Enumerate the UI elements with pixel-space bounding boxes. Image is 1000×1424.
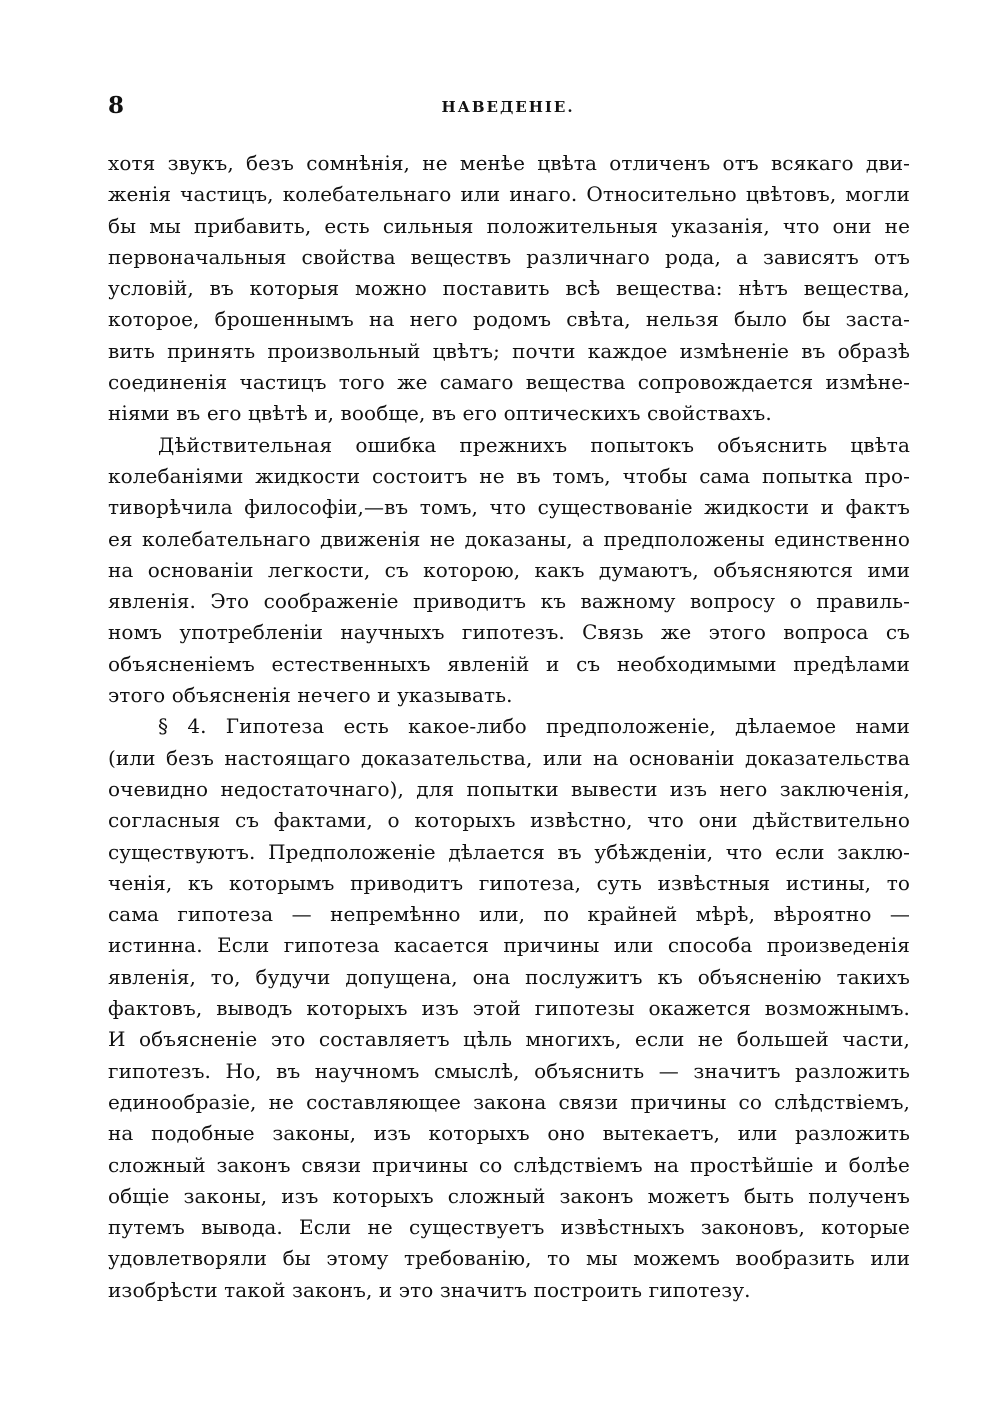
text-line: И объясненіе это составляетъ цѣль многихъ, если не большей части, <box>108 1027 910 1052</box>
text-line: гипотезъ. Но, въ научномъ смыслѣ, объяснить — значитъ разложить <box>108 1058 910 1083</box>
text-line: удовлетворяли бы этому требованію, то мы можемъ вообразить или <box>108 1246 910 1271</box>
text-line: ея колебательнаго движенія не доказаны, а предположены единственно <box>108 526 910 551</box>
text-line: путемъ вывода. Если не существуетъ извѣстныхъ законовъ, которые <box>108 1215 910 1240</box>
text-line: хотя звукъ, безъ сомнѣнія, не менѣе цвѣта отличенъ отъ всякаго дви- <box>108 151 910 175</box>
text-line: первоначальныя свойства веществъ различнаго рода, а зависятъ отъ <box>108 244 910 269</box>
text-line: вить принять произвольный цвѣтъ; почти каждое измѣненіе въ образѣ <box>108 338 910 363</box>
paragraph <box>108 148 910 430</box>
text-line: Дѣйствительная ошибка прежнихъ попытокъ объяснить цвѣта <box>158 432 910 457</box>
text-line: соединенія частицъ того же самаго вещества сопровождается измѣне- <box>108 370 910 395</box>
running-head <box>108 92 908 122</box>
text-line: единообразіе, не составляющее закона связи причины со слѣдствіемъ, <box>108 1089 910 1114</box>
page-number: 8 <box>108 92 126 119</box>
text-line: на подобные законы, изъ которыхъ оно вытекаетъ, или разложить <box>108 1121 910 1146</box>
paragraph <box>108 711 910 1306</box>
text-line: бы мы прибавить, есть сильныя положительныя указанія, что они не <box>108 213 910 238</box>
text-line: фактовъ, выводъ которыхъ изъ этой гипотезы окажется возможнымъ. <box>108 996 910 1021</box>
text-line: существуютъ. Предположеніе дѣлается въ убѣжденіи, что если заклю- <box>108 839 910 864</box>
chapter-title: НАВЕДЕНІЕ. <box>441 98 575 116</box>
text-line: которое, брошеннымъ на него родомъ свѣта, нельзя было бы заста- <box>108 307 910 332</box>
text-line: изобрѣсти такой законъ, и это значитъ построить гипотезу. <box>108 1277 751 1302</box>
text-line: согласныя съ фактами, о которыхъ извѣстно, что они дѣйствительно <box>108 808 910 833</box>
text-line: колебаніями жидкости состоитъ не въ томъ, чтобы сама попытка про- <box>108 463 910 488</box>
text-line: условій, въ которыя можно поставить всѣ вещества: нѣтъ вещества, <box>108 276 910 301</box>
text-line: ченія, къ которымъ приводитъ гипотеза, суть извѣстныя истины, то <box>108 870 910 895</box>
paragraph <box>108 430 910 712</box>
text-line: этого объясненія нечего и указывать. <box>108 683 513 708</box>
text-line: на основаніи легкости, съ которою, какъ думаютъ, объясняются ими <box>108 557 910 582</box>
body-text <box>108 148 910 1306</box>
text-line: ніями въ его цвѣтѣ и, вообще, въ его оптическихъ свойствахъ. <box>108 401 772 426</box>
text-line: тиворѣчила философіи,—въ томъ, что существованіе жидкости и фактъ <box>108 495 910 520</box>
text-line: истинна. Если гипотеза касается причины или способа произведенія <box>108 933 910 958</box>
text-line: женія частицъ, колебательнаго или инаго. Относительно цвѣтовъ, могли <box>108 182 910 207</box>
text-line: номъ употребленіи научныхъ гипотезъ. Связь же этого вопроса съ <box>108 620 910 645</box>
text-line: (или безъ настоящаго доказательства, или на основаніи доказательства <box>108 745 910 770</box>
text-line: явленія. Это соображеніе приводитъ къ важному вопросу о правиль- <box>108 589 910 614</box>
text-line: очевидно недостаточнаго), для попытки вывести изъ него заключенія, <box>108 776 910 801</box>
text-line: общіе законы, изъ которыхъ сложный законъ можетъ быть полученъ <box>108 1183 910 1208</box>
text-line: § 4. Гипотеза есть какое-либо предположеніе, дѣлаемое нами <box>158 714 910 739</box>
text-line: объясненіемъ естественныхъ явленій и съ необходимыми предѣлами <box>108 651 910 676</box>
text-line: сама гипотеза — непремѣнно или, по крайней мѣрѣ, вѣроятно — <box>108 902 910 927</box>
text-line: сложный законъ связи причины со слѣдствіемъ на простѣйшіе и болѣе <box>108 1152 910 1177</box>
text-line: явленія, то, будучи допущена, она послужитъ къ объясненію такихъ <box>108 964 910 989</box>
